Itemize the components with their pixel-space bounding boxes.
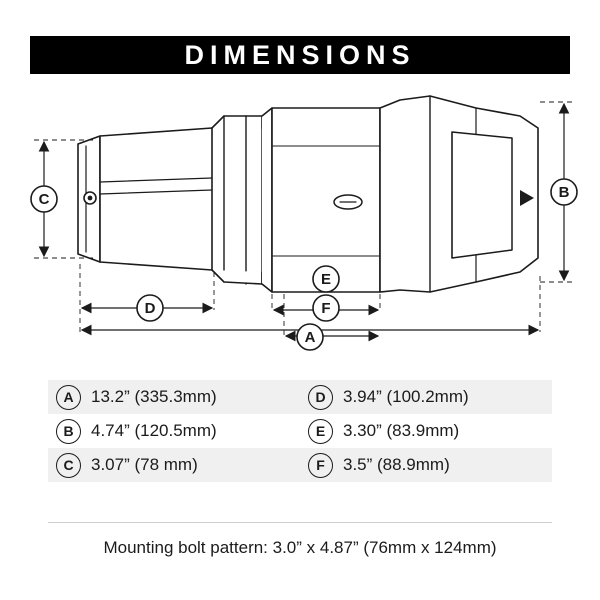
legend-value-b: 4.74” (120.5mm) — [91, 421, 217, 440]
legend-entry-e — [300, 414, 552, 448]
legend-badge-b: B — [56, 419, 81, 444]
callout-c-label: C — [38, 191, 50, 208]
legend-row — [48, 448, 552, 482]
dimension-legend — [48, 380, 552, 482]
footer-note — [48, 538, 552, 558]
page-title: DIMENSIONS — [184, 39, 416, 70]
legend-row — [48, 414, 552, 448]
callout-a-label: A — [304, 329, 316, 346]
legend-value-f: 3.5” (88.9mm) — [343, 455, 450, 474]
legend-entry-d — [300, 380, 552, 414]
legend-entry-c — [48, 448, 300, 482]
callout-f-label: F — [321, 300, 331, 317]
legend-badge-d: D — [308, 385, 333, 410]
legend-badge-a: A — [56, 385, 81, 410]
legend-value-d: 3.94” (100.2mm) — [343, 387, 469, 406]
footer-divider — [48, 522, 552, 523]
callout-e-label: E — [320, 271, 332, 288]
legend-value-c: 3.07” (78 mm) — [91, 455, 198, 474]
dimensions-title-bar — [30, 36, 570, 74]
legend-value-e: 3.30” (83.9mm) — [343, 421, 460, 440]
callout-b-label: B — [558, 184, 570, 201]
mounting-bolt-pattern-text: Mounting bolt pattern: 3.0” x 4.87” (76mm x 124mm) — [103, 538, 497, 557]
legend-entry-f — [300, 448, 552, 482]
callout-d-label: D — [144, 300, 156, 317]
legend-badge-f: F — [308, 453, 333, 478]
legend-badge-c: C — [56, 453, 81, 478]
legend-value-a: 13.2” (335.3mm) — [91, 387, 217, 406]
legend-entry-b — [48, 414, 300, 448]
legend-row — [48, 380, 552, 414]
winch-dimension-drawing — [0, 86, 600, 366]
legend-entry-a — [48, 380, 300, 414]
legend-badge-e: E — [308, 419, 333, 444]
